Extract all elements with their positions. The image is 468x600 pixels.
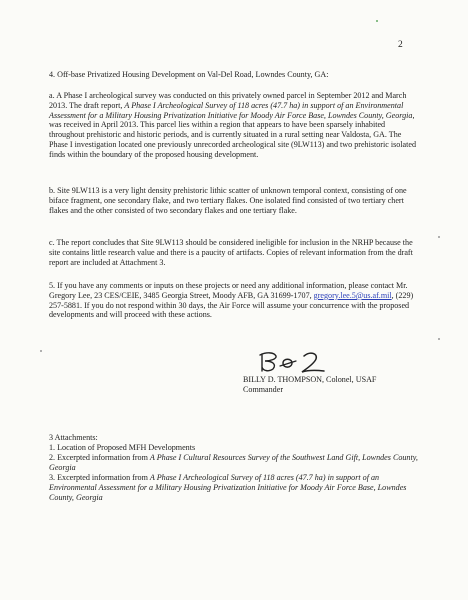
report-title: A Phase I Archeological Survey of 118 acres (47.7 ha) in support of an Environmental Assessment for a Military Housing Privatization Initiative for Moody Air Force Base, Lowndes County, Georgia bbox=[49, 100, 413, 120]
handwritten-signature bbox=[256, 349, 330, 375]
attachment-2 bbox=[49, 453, 419, 473]
email-link[interactable]: gregory.lee.5@us.af.mil bbox=[313, 290, 392, 300]
signer-name: BILLY D. THOMPSON, Colonel, USAF bbox=[243, 375, 377, 384]
paragraph-5 bbox=[49, 281, 419, 320]
attachments-heading: 3 Attachments: bbox=[49, 433, 98, 442]
section-4-heading: 4. Off-base Privatized Housing Development on Val-Del Road, Lowndes County, GA: bbox=[49, 70, 329, 79]
attachment-1: 1. Location of Proposed MFH Developments bbox=[49, 443, 196, 452]
scan-speck bbox=[438, 338, 440, 340]
attachment-3 bbox=[49, 473, 419, 502]
paragraph-4b: b. Site 9LW113 is a very light density prehistoric lithic scatter of unknown temporal context, consisting of one biface fragment, one secondary flake, and two tertiary flakes. One isolated find consisted of two tertiary chert flakes and the other consisted of two secondary flakes and one tertiary flake. bbox=[49, 186, 407, 215]
attachment-3-title: A Phase I Archeological Survey of 118 acres (47.7 ha) in support of an Environmental Assessment for a Military Housing Privatization Initiative for Moody Air Force Base, Lowndes County, Georgia bbox=[49, 473, 407, 502]
scan-speck bbox=[376, 20, 378, 22]
paragraph-4c: c. The report concludes that Site 9LW113 should be considered ineligible for inclusion in the NRHP because the site contains little research value and there is a paucity of artifacts. Copies of relevant information from the draft report are included at Attachment 3. bbox=[49, 238, 413, 267]
attachment-2-title: A Phase I Cultural Resources Survey of the Southwest Land Gift, Lowndes County, Georgia bbox=[49, 453, 418, 472]
paragraph-4a-text-2: , was received in April 2013. This parcel lies within a region that appears to have been sparsely inhabited throughout prehistoric and historic periods, and is currently situated in a rural setting near Valdosta, GA. The Phase I investigation located one previously unrecorded archeological site (9LW113) and two prehistoric isolated finds within the boundary of the proposed housing development. bbox=[49, 110, 417, 159]
paragraph-4a-text-1: a. A Phase I archeological survey was conducted on this privately owned parcel in September 2012 and March 2013. The draft report, bbox=[49, 91, 407, 110]
scan-speck bbox=[40, 350, 42, 352]
attachment-2-prefix: 2. Excerpted information from bbox=[49, 453, 150, 462]
page-number: 2 bbox=[398, 40, 403, 50]
signer-title: Commander bbox=[243, 385, 284, 394]
paragraph-5-text-2: , (229) 257-5881. If you do not respond within 30 days, the Air Force will assume your concurrence with the proposed developments and will proceed with these actions. bbox=[49, 290, 414, 320]
paragraph-5-text-1: 5. If you have any comments or inputs on these projects or need any additional information, please contact Mr. Gregory Lee, 23 CES/CEIE, 3485 Georgia Street, Moody AFB, GA 31699-1707, bbox=[49, 281, 408, 300]
paragraph-4a bbox=[49, 91, 419, 160]
attachment-3-prefix: 3. Excerpted information from bbox=[49, 473, 150, 482]
scan-speck bbox=[438, 236, 440, 238]
